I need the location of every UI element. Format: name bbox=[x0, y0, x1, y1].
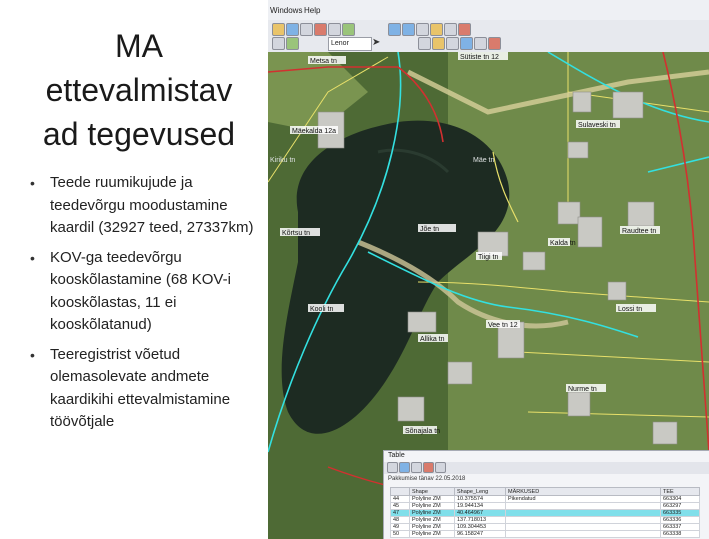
table-cell bbox=[506, 524, 661, 531]
pan-icon[interactable] bbox=[416, 23, 429, 36]
title-line-1: MA bbox=[115, 28, 163, 64]
map-label: Kõrtsu tn bbox=[282, 230, 311, 237]
table-cell: 109.304453 bbox=[455, 524, 506, 531]
bullet-text: KOV-ga teedevõrgu kooskõlastamine (68 KOV-i kooskõlastas, 11 ei kooskõlatanud) bbox=[50, 248, 231, 333]
table-cell: 45 bbox=[391, 503, 410, 510]
table-cell: 19.944134 bbox=[455, 503, 506, 510]
map-label: Nurme tn bbox=[568, 386, 597, 393]
table-row-selected[interactable] bbox=[391, 510, 700, 517]
full-extent-icon[interactable] bbox=[430, 23, 443, 36]
building bbox=[613, 92, 643, 118]
open-icon[interactable] bbox=[286, 23, 299, 36]
rotate-icon[interactable] bbox=[460, 37, 473, 50]
bullet-text: Teeregistrist võetud olemasolevate andmete kaardikihi ettevalmistamine töövõtjale bbox=[50, 345, 231, 430]
column-header[interactable]: Shape_Leng bbox=[455, 488, 506, 496]
zoom-in-icon[interactable] bbox=[388, 23, 401, 36]
building bbox=[398, 397, 424, 421]
slide-title bbox=[20, 24, 258, 156]
bullet-text: Teede ruumikujude ja teedevõrgu moodustamine kaardil (32927 teed, 27337km) bbox=[50, 174, 254, 236]
building bbox=[408, 312, 436, 332]
table-row[interactable] bbox=[391, 524, 700, 531]
table-cell: 44 bbox=[391, 496, 410, 503]
map-label: Sõnajala tn bbox=[405, 428, 441, 435]
map-label: Metsa tn bbox=[310, 58, 337, 65]
switch-selection-icon[interactable] bbox=[411, 462, 422, 473]
menu-bar bbox=[268, 0, 709, 21]
table-cell: Polyline ZM bbox=[410, 531, 455, 538]
arrow-cursor-icon[interactable]: ➤ bbox=[372, 37, 381, 48]
map-label: Sulaveski tn bbox=[578, 122, 616, 129]
select-icon[interactable] bbox=[458, 23, 471, 36]
table-cell: 49 bbox=[391, 524, 410, 531]
map-label: Kalda tn bbox=[550, 240, 576, 247]
map-label: Kiriku tn bbox=[270, 157, 296, 164]
table-cell: 663336 bbox=[661, 517, 700, 524]
table-cell: Polyline ZM bbox=[410, 524, 455, 531]
table-cell: 663297 bbox=[661, 503, 700, 510]
table-cell bbox=[506, 510, 661, 517]
map-label: Tiigi tn bbox=[478, 254, 499, 261]
bullet-dot-icon: • bbox=[30, 346, 35, 363]
building bbox=[448, 362, 472, 384]
attribute-table-window[interactable] bbox=[383, 450, 709, 539]
table-cell bbox=[506, 503, 661, 510]
building bbox=[558, 202, 580, 224]
table-options-icon[interactable] bbox=[387, 462, 398, 473]
table-cell: 663337 bbox=[661, 524, 700, 531]
editor-icon[interactable] bbox=[272, 37, 285, 50]
table-cell: Polyline ZM bbox=[410, 517, 455, 524]
attribute-grid[interactable] bbox=[390, 487, 700, 538]
table-header-row bbox=[391, 488, 700, 496]
column-header[interactable]: Shape bbox=[410, 488, 455, 496]
gis-screenshot bbox=[268, 0, 709, 539]
attributes-icon[interactable] bbox=[474, 37, 487, 50]
copy-icon[interactable] bbox=[328, 23, 341, 36]
table-cell: 48 bbox=[391, 517, 410, 524]
map-label: Sütiste tn 12 bbox=[460, 54, 499, 61]
split-icon[interactable] bbox=[446, 37, 459, 50]
delete-selected-icon[interactable] bbox=[435, 462, 446, 473]
title-line-2: ettevalmistav bbox=[45, 72, 233, 108]
table-cell: Polyline ZM bbox=[410, 503, 455, 510]
map-label: Raudtee tn bbox=[622, 228, 657, 235]
table-cell: 50 bbox=[391, 531, 410, 538]
column-header[interactable] bbox=[391, 488, 410, 496]
column-header[interactable]: MÄRKUSED bbox=[506, 488, 661, 496]
building bbox=[523, 252, 545, 270]
clear-selection-icon[interactable] bbox=[423, 462, 434, 473]
table-subtitle: Pakkumise tänav 22.05.2018 bbox=[388, 476, 466, 482]
table-cell: Pikendatud bbox=[506, 496, 661, 503]
title-line-3: ad tegevused bbox=[42, 116, 236, 152]
bullet-item bbox=[30, 247, 260, 337]
identify-icon[interactable] bbox=[444, 23, 457, 36]
table-cell: 40.464967 bbox=[455, 510, 506, 517]
table-cell: 137.718013 bbox=[455, 517, 506, 524]
slide-text-panel bbox=[0, 0, 268, 539]
building bbox=[628, 202, 654, 226]
table-row[interactable] bbox=[391, 517, 700, 524]
bullet-list bbox=[30, 172, 260, 441]
layer-icon[interactable] bbox=[286, 37, 299, 50]
vertex-icon[interactable] bbox=[432, 37, 445, 50]
map-label: Jõe tn bbox=[420, 226, 440, 233]
table-row[interactable] bbox=[391, 503, 700, 510]
building bbox=[653, 422, 677, 444]
table-cell: 47 bbox=[391, 510, 410, 517]
table-cell: 663304 bbox=[661, 496, 700, 503]
zoom-out-icon[interactable] bbox=[402, 23, 415, 36]
table-window-title: Table bbox=[388, 452, 405, 459]
menu-windows[interactable]: Windows bbox=[270, 6, 303, 15]
table-cell bbox=[506, 517, 661, 524]
table-cell: 663338 bbox=[661, 531, 700, 538]
map-label: Lossi tn bbox=[618, 306, 643, 313]
table-toolbar bbox=[384, 462, 709, 474]
building bbox=[578, 217, 602, 247]
map-label: Vee tn 12 bbox=[488, 322, 518, 329]
sketch-icon[interactable] bbox=[418, 37, 431, 50]
cut-icon[interactable] bbox=[314, 23, 327, 36]
map-label: Mäekalda 12a bbox=[292, 128, 336, 135]
menu-help[interactable]: Help bbox=[304, 6, 321, 15]
bullet-dot-icon: • bbox=[30, 175, 35, 191]
select-by-attributes-icon[interactable] bbox=[399, 462, 410, 473]
building bbox=[568, 392, 590, 416]
table-cell: 663335 bbox=[661, 510, 700, 517]
bullet-dot-icon: • bbox=[30, 249, 35, 266]
column-header[interactable]: TEE bbox=[661, 488, 700, 496]
table-cell: Polyline ZM bbox=[410, 496, 455, 503]
new-icon[interactable] bbox=[272, 23, 285, 36]
save-icon[interactable] bbox=[300, 23, 313, 36]
map-label: Mäe tn bbox=[473, 157, 495, 164]
building bbox=[573, 92, 591, 112]
bullet-item bbox=[30, 344, 260, 434]
target-layer-select[interactable]: Lenor bbox=[328, 37, 372, 51]
table-row[interactable] bbox=[391, 531, 700, 538]
table-cell: 96.158247 bbox=[455, 531, 506, 538]
table-row[interactable] bbox=[391, 496, 700, 503]
building bbox=[608, 282, 626, 300]
table-cell: Polyline ZM bbox=[410, 510, 455, 517]
table-cell: 10.375574 bbox=[455, 496, 506, 503]
map-label: Allika tn bbox=[420, 336, 445, 343]
bullet-item bbox=[30, 172, 260, 240]
paste-icon[interactable] bbox=[342, 23, 355, 36]
building bbox=[568, 142, 588, 158]
table-cell bbox=[506, 531, 661, 538]
delete-icon[interactable] bbox=[488, 37, 501, 50]
map-label: Kooli tn bbox=[310, 306, 334, 313]
